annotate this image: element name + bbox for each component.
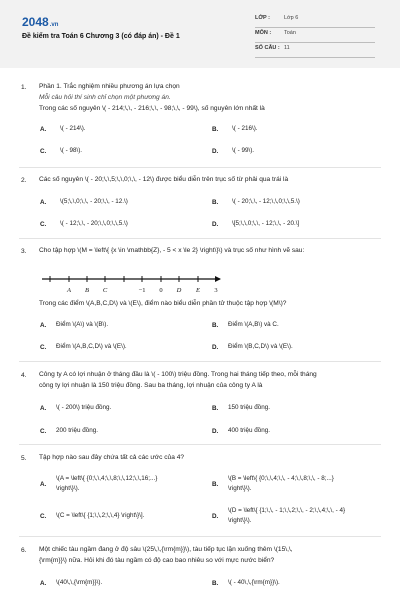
- option-c-letter[interactable]: C.: [40, 221, 47, 228]
- option-b-text-line-1[interactable]: \(B = \left\{ {0;\,\,4;\,\, - 4;\,\,8;\,\, - 8;...}: [228, 475, 334, 482]
- option-a-text[interactable]: \( - 200\) triệu đồng.: [56, 404, 112, 411]
- option-c-text[interactable]: Điểm \(A,B,C,D\) và \(E\).: [56, 343, 127, 350]
- option-b-text[interactable]: \( - 216\).: [232, 125, 258, 132]
- option-a-text[interactable]: \( - 214\).: [60, 125, 86, 132]
- option-d-text-line-2[interactable]: \right\}\).: [228, 517, 252, 524]
- option-b-letter[interactable]: B.: [212, 481, 219, 488]
- point-label-three: 3: [214, 287, 218, 294]
- option-a-text-line-2[interactable]: \right\}\).: [56, 485, 80, 492]
- option-b-letter[interactable]: B.: [212, 405, 219, 412]
- option-c-text[interactable]: \( - 98\).: [60, 147, 83, 154]
- option-b-letter[interactable]: B.: [212, 580, 219, 587]
- option-a-text[interactable]: Điểm \(A\) và \(B\).: [56, 321, 109, 328]
- exam-header: [0, 0, 400, 68]
- meta-divider: [255, 27, 375, 28]
- meta-subject-label: MÔN :: [255, 30, 272, 36]
- meta-class-row: [255, 14, 375, 28]
- option-a-text[interactable]: \(40\,\,{\rm{m}}\).: [56, 579, 103, 586]
- option-c-letter[interactable]: C.: [40, 428, 47, 435]
- question-number: 3.: [21, 248, 27, 255]
- option-d-letter[interactable]: D.: [212, 221, 219, 228]
- option-a-letter[interactable]: A.: [40, 322, 47, 329]
- option-a-text[interactable]: \(5;\,\,0;\,\, - 20;\,\, - 12.\): [60, 198, 128, 205]
- question-divider: [19, 167, 381, 168]
- meta-count-row: [255, 44, 375, 58]
- site-logo[interactable]: [22, 15, 58, 29]
- option-b-letter[interactable]: B.: [212, 322, 219, 329]
- option-c-text-line-1[interactable]: \(C = \left\{ {1;\,\,2;\,\,4} \right\}\].: [56, 512, 145, 519]
- question-text: Trong các số nguyên \( - 214;\,\, - 216;\,\, - 98;\,\, - 99\), số nguyên lớn nhất là: [39, 105, 265, 112]
- option-c-text[interactable]: 200 triệu đồng.: [56, 427, 99, 434]
- option-b-text[interactable]: \( - 20;\,\, - 12;\,\,0;\,\,5.\): [232, 198, 300, 205]
- option-a-letter[interactable]: A.: [40, 126, 47, 133]
- point-label-minus-one: −1: [138, 287, 146, 294]
- option-b-text-line-2[interactable]: \right\}\).: [228, 485, 252, 492]
- question-number: 6.: [21, 547, 27, 554]
- point-label-a: A: [67, 287, 71, 294]
- question-number: 1.: [21, 84, 27, 91]
- option-b-text[interactable]: 150 triệu đồng.: [228, 404, 271, 411]
- option-c-letter[interactable]: C.: [40, 344, 47, 351]
- question-text-line-1: Một chiếc tàu ngầm đang ở độ sâu \(25\,\,{\rm{m}}\), tàu tiếp tục lặn xuống thêm \(15\,\,: [39, 546, 293, 553]
- option-a-letter[interactable]: A.: [40, 481, 47, 488]
- question-text: Trong các điểm \(A,B,C,D\) và \(E\), điểm nào biểu diễn phần tử thuộc tập hợp \(M\)?: [39, 300, 287, 307]
- meta-class-label: LỚP :: [255, 15, 270, 21]
- point-label-b: B: [85, 287, 89, 294]
- question-divider: [19, 536, 381, 537]
- exam-title: Đề kiểm tra Toán 6 Chương 3 (có đáp án) - Đề 1: [22, 33, 180, 40]
- option-c-text[interactable]: \( - 12;\,\, - 20;\,\,0;\,\,5.\): [60, 220, 128, 227]
- question-divider: [19, 238, 381, 239]
- part-title: Phần 1. Trắc nghiệm nhiều phương án lựa chọn: [39, 83, 180, 90]
- question-text-line-1: Công ty A có lợi nhuận ở tháng đầu là \( - 100\) triệu đồng. Trong hai tháng tiếp theo, mỗi tháng: [39, 371, 317, 378]
- question-number: 5.: [21, 455, 27, 462]
- number-line-figure: [38, 269, 224, 303]
- number-line-arrow: [215, 276, 221, 282]
- meta-subject-row: [255, 29, 375, 43]
- option-a-letter[interactable]: A.: [40, 199, 47, 206]
- point-label-d: D: [176, 287, 182, 294]
- option-a-letter[interactable]: A.: [40, 405, 47, 412]
- option-b-letter[interactable]: B.: [212, 126, 219, 133]
- meta-count-value: 11: [284, 45, 290, 51]
- meta-subject-value: Toán: [284, 30, 296, 36]
- question-text-line-2: công ty lợi nhuận là 150 triệu đồng. Sau ba tháng, lợi nhuận của công ty A là: [39, 382, 263, 389]
- option-d-text[interactable]: \( - 99\).: [232, 147, 255, 154]
- option-d-letter[interactable]: D.: [212, 148, 219, 155]
- question-number: 4.: [21, 372, 27, 379]
- option-d-text-line-1[interactable]: \(D = \left\{ {1;\,\, - 1;\,\,2;\,\, - 2;\,\,4;\,\, - 4}: [228, 507, 346, 514]
- question-text: Cho tập hợp \(M = \left\{ {x \in \mathbb{Z}, - 5 < x \le 2} \right\}\) và trục số như hình vẽ sau:: [39, 247, 305, 254]
- question-divider: [19, 444, 381, 445]
- question-text: Tập hợp nào sau đây chứa tất cả các ước của 4?: [39, 454, 185, 461]
- option-d-text[interactable]: 400 triệu đồng.: [228, 427, 271, 434]
- point-label-c: C: [102, 287, 108, 294]
- question-number: 2.: [21, 177, 27, 184]
- question-text: Các số nguyên \( - 20;\,\,5;\,\,0;\,\, - 12\) được biểu diễn trên trục số từ phải qua trái là: [39, 176, 289, 183]
- point-label-e: E: [196, 287, 200, 294]
- option-c-letter[interactable]: C.: [40, 148, 47, 155]
- meta-divider: [255, 42, 375, 43]
- option-d-letter[interactable]: D.: [212, 344, 219, 351]
- option-c-letter[interactable]: C.: [40, 513, 47, 520]
- logo-text: 2048: [22, 15, 49, 29]
- meta-divider: [255, 57, 375, 58]
- option-d-letter[interactable]: D.: [212, 428, 219, 435]
- option-d-text[interactable]: Điểm \(B,C,D\) và \(E\).: [228, 343, 293, 350]
- option-d-text[interactable]: \[5;\,\,0;\,\, - 12;\,\, - 20.\]: [232, 220, 300, 227]
- option-b-text[interactable]: \( - 40\,\,{\rm{m}}\).: [228, 579, 280, 586]
- option-b-text[interactable]: Điểm \(A,B\) và C.: [228, 321, 279, 328]
- option-d-letter[interactable]: D.: [212, 513, 219, 520]
- option-a-text-line-1[interactable]: \(A = \left\{ {0;\,\,4;\,\,8;\,\,12;\,\,16;...}: [56, 475, 158, 482]
- meta-count-label: SỐ CÂU :: [255, 45, 280, 51]
- option-b-letter[interactable]: B.: [212, 199, 219, 206]
- point-label-zero: 0: [159, 287, 163, 294]
- question-divider: [19, 361, 381, 362]
- option-a-letter[interactable]: A.: [40, 580, 47, 587]
- logo-tld: .vn: [49, 22, 59, 28]
- part-instruction: Mỗi câu hỏi thí sinh chỉ chọn một phương án.: [39, 94, 171, 101]
- question-text-line-2: {\rm{m}}\) nữa. Hỏi khi đó tàu ngầm có độ cao bao nhiêu so với mực nước biển?: [39, 557, 275, 564]
- meta-class-value: Lớp 6: [284, 15, 299, 21]
